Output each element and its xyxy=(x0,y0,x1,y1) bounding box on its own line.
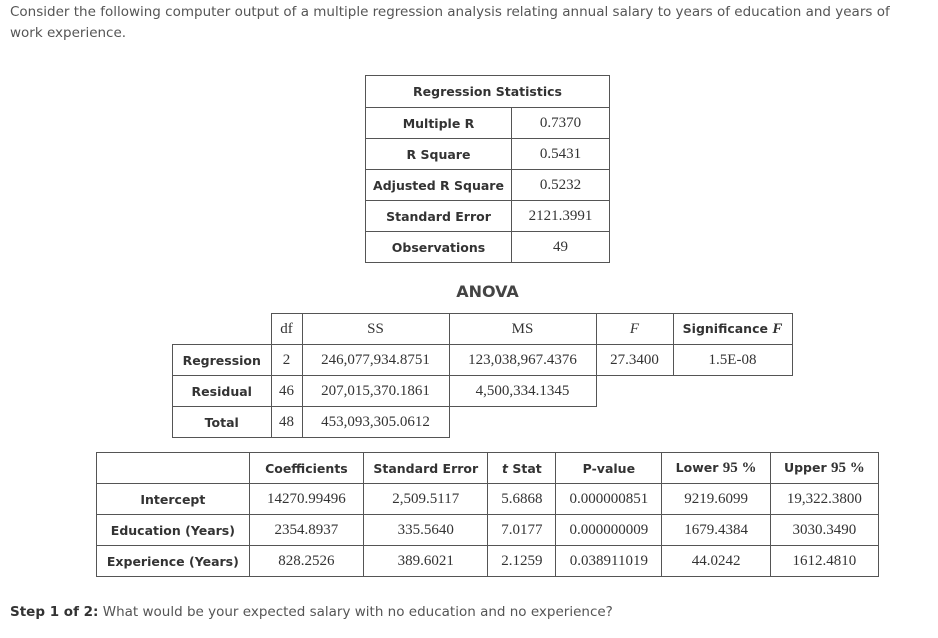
stats-value: 0.5431 xyxy=(512,139,610,170)
anova-ms: 123,038,967.4376 xyxy=(449,345,596,376)
t-symbol: t xyxy=(502,460,508,476)
step-prompt xyxy=(10,604,613,620)
coef-header-row xyxy=(97,453,879,484)
anova-df: 46 xyxy=(271,376,302,407)
stats-row xyxy=(366,139,610,170)
coef-value: 828.2526 xyxy=(249,546,363,577)
anova-row xyxy=(173,407,793,438)
coef-header-coefficients: Coefficients xyxy=(249,453,363,484)
coef-lower: 9219.6099 xyxy=(662,484,770,515)
significance-label: Significance xyxy=(682,320,773,336)
coef-p-value: 0.000000851 xyxy=(556,484,662,515)
upper-percent: 95 % xyxy=(831,459,865,476)
regression-statistics-table xyxy=(365,75,610,263)
coefficients-table xyxy=(96,452,879,577)
anova-empty xyxy=(596,376,792,407)
stats-row xyxy=(366,170,610,201)
anova-ss: 246,077,934.8751 xyxy=(302,345,449,376)
coef-t-stat: 5.6868 xyxy=(488,484,556,515)
significance-f-label: F xyxy=(772,320,783,337)
anova-df: 48 xyxy=(271,407,302,438)
lower-percent: 95 % xyxy=(722,459,757,476)
coef-header-p-value xyxy=(556,453,662,484)
anova-significance: 1.5E-08 xyxy=(673,345,792,376)
anova-df: 2 xyxy=(271,345,302,376)
coef-upper: 3030.3490 xyxy=(770,515,878,546)
anova-header-df: df xyxy=(271,314,302,345)
coef-std-error: 335.5640 xyxy=(364,515,488,546)
anova-row xyxy=(173,345,793,376)
stats-label: Multiple R xyxy=(366,108,512,139)
coef-corner xyxy=(97,453,250,484)
anova-row-label: Residual xyxy=(173,376,272,407)
anova-f: 27.3400 xyxy=(596,345,673,376)
coef-value: 2354.8937 xyxy=(249,515,363,546)
coef-std-error: 389.6021 xyxy=(364,546,488,577)
coef-lower: 44.0242 xyxy=(662,546,770,577)
stats-value: 0.7370 xyxy=(512,108,610,139)
stats-value: 2121.3991 xyxy=(512,201,610,232)
coef-row-label: Experience (Years) xyxy=(97,546,250,577)
stats-title: Regression Statistics xyxy=(366,76,610,108)
coef-row-label: Intercept xyxy=(97,484,250,515)
coef-std-error: 2,509.5117 xyxy=(364,484,488,515)
anova-row xyxy=(173,376,793,407)
anova-header-ms: MS xyxy=(449,314,596,345)
stats-row xyxy=(366,232,610,263)
coef-value: 14270.99496 xyxy=(249,484,363,515)
anova-row-label: Regression xyxy=(173,345,272,376)
anova-empty xyxy=(449,407,792,438)
anova-header-significance xyxy=(673,314,792,345)
coef-p-value: 0.038911019 xyxy=(556,546,662,577)
coef-header-std-error: Standard Error xyxy=(364,453,488,484)
stats-value: 49 xyxy=(512,232,610,263)
anova-ss: 207,015,370.1861 xyxy=(302,376,449,407)
coef-row xyxy=(97,515,879,546)
stats-row xyxy=(366,108,610,139)
coef-lower: 1679.4384 xyxy=(662,515,770,546)
coef-upper: 19,322.3800 xyxy=(770,484,878,515)
stats-label: Adjusted R Square xyxy=(366,170,512,201)
anova-corner xyxy=(173,314,272,345)
coef-row xyxy=(97,484,879,515)
stats-row xyxy=(366,201,610,232)
coef-row xyxy=(97,546,879,577)
anova-header-row xyxy=(173,314,793,345)
coef-t-stat: 2.1259 xyxy=(488,546,556,577)
coef-t-stat: 7.0177 xyxy=(488,515,556,546)
upper-label: Upper xyxy=(783,459,831,475)
coef-p-value: 0.000000009 xyxy=(556,515,662,546)
lower-label: Lower xyxy=(675,459,723,475)
step-question: What would be your expected salary with no education and no experience? xyxy=(98,604,613,620)
coef-upper: 1612.4810 xyxy=(770,546,878,577)
coef-header-upper xyxy=(770,453,878,484)
coef-header-t-stat xyxy=(488,453,556,484)
stats-label: Standard Error xyxy=(366,201,512,232)
anova-table xyxy=(172,313,793,438)
anova-header-f: F xyxy=(596,314,673,345)
anova-row-label: Total xyxy=(173,407,272,438)
anova-header-ss: SS xyxy=(302,314,449,345)
coef-header-lower xyxy=(662,453,770,484)
anova-title: ANOVA xyxy=(456,282,519,301)
problem-intro: Consider the following computer output of a multiple regression analysis relating annual salary to years of education and years of work experience. xyxy=(10,4,890,41)
p-value-label: P-value xyxy=(582,460,636,476)
anova-ss: 453,093,305.0612 xyxy=(302,407,449,438)
coef-row-label: Education (Years) xyxy=(97,515,250,546)
stats-label: Observations xyxy=(366,232,512,263)
anova-ms: 4,500,334.1345 xyxy=(449,376,596,407)
stats-value: 0.5232 xyxy=(512,170,610,201)
step-label: Step 1 of 2: xyxy=(10,604,99,620)
stats-label: R Square xyxy=(366,139,512,170)
stat-label: Stat xyxy=(507,460,542,476)
